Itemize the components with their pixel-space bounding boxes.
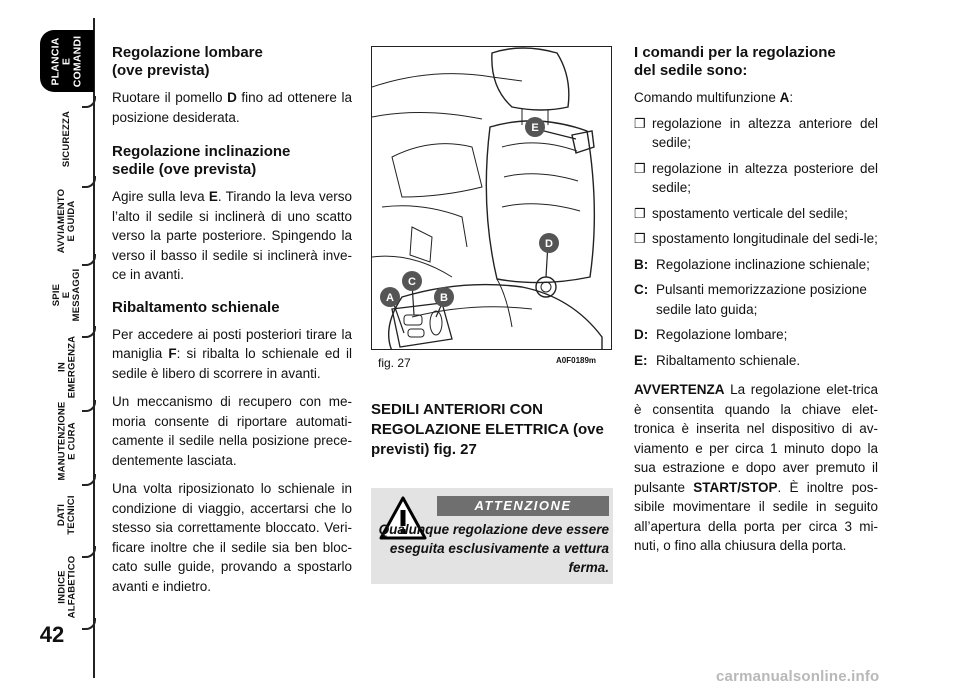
callout-b: [434, 287, 454, 307]
ribaltamento-heading: Ribaltamento schienale: [112, 298, 280, 316]
checkbox-bullet-icon: ❒: [634, 205, 646, 221]
comandi-heading: I comandi per la regolazione del sedile sono:: [634, 44, 836, 79]
checkbox-bullet-icon: ❒: [634, 231, 646, 246]
svg-text:D: D: [545, 238, 553, 250]
svg-text:C: C: [408, 276, 416, 288]
tab-manutenzione-e-cura[interactable]: MANUTENZIONE E CURA: [56, 401, 77, 481]
lombare-text: Ruotare il pomello D fino ad ottenere la posizione desiderata.: [112, 90, 352, 125]
callout-a: [380, 287, 400, 307]
checkbox-bullet-icon: ❒: [634, 115, 646, 131]
tab-spie-e-messaggi[interactable]: SPIE E MESSAGGI: [51, 268, 82, 322]
section-title-electric-seats: SEDILI ANTERIORI CON REGOLAZIONE ELETTRICA (ove previsti) fig. 27: [371, 401, 604, 458]
checkbox-bullet-icon: ❒: [634, 160, 646, 176]
list-item: ❒ spostamento longitudinale del sedi-le;: [634, 229, 878, 249]
callout-d: [539, 233, 559, 253]
seat-figure: [371, 46, 612, 350]
inclinazione-heading: Regolazione inclinazione sedile (ove prevista): [112, 143, 291, 178]
tab-in-emergenza[interactable]: IN EMERGENZA: [56, 335, 77, 399]
ribaltamento-text: Per accedere ai posti posteriori tirare la maniglia F: si ribalta lo schienale ed il sedile è libero di scorrere in avanti.: [112, 326, 352, 381]
column-left: [112, 44, 352, 605]
list-item: C: Pulsanti memorizzazione posizione sedile lato guida;: [634, 282, 867, 317]
list-item: B: Regolazione inclinazione schienale;: [634, 256, 870, 272]
list-item: ❒ spostamento verticale del sedile;: [634, 204, 878, 224]
figure-code: A0F0189m: [556, 356, 597, 365]
tab-indice-alfabetico[interactable]: INDICE ALFABETICO: [56, 555, 78, 619]
page-number: 42: [39, 622, 65, 647]
list-item: ❒ regolazione in altezza posteriore del sedile;: [634, 159, 878, 198]
figure-caption: fig. 27: [378, 356, 411, 370]
tab-avviamento-e-guida[interactable]: AVVIAMENTO E GUIDA: [56, 188, 77, 254]
memoria-text: Un meccanismo di recupero con me-moria consente di riportare automati-camente il sedile nella posizione prece-dentemente lasciata.: [112, 394, 352, 468]
warning-heading: ATTENZIONE: [437, 496, 609, 516]
list-item: E: Ribaltamento schienale.: [634, 352, 801, 368]
svg-text:A: A: [386, 292, 394, 304]
watermark: carmanualsonline.info: [716, 668, 880, 685]
tab-plancia-e-comandi[interactable]: PLANCIA E COMANDI: [40, 30, 94, 92]
callout-c: [402, 271, 422, 291]
lombare-heading: Regolazione lombare (ove prevista): [112, 44, 263, 79]
callout-e: [525, 117, 545, 137]
tab-sicurezza[interactable]: SICUREZZA: [61, 110, 73, 168]
svg-text:E: E: [531, 122, 539, 134]
tab-dati-tecnici[interactable]: DATI TECNICI: [56, 495, 77, 535]
list-item: D: Regolazione lombare;: [634, 327, 788, 342]
seat-illustration: [372, 47, 612, 350]
warning-text: Qualunque regolazione deve essere eseguita esclusivamente a vettura ferma.: [378, 522, 609, 575]
column-right: [634, 44, 878, 565]
list-item: ❒ regolazione in altezza anteriore del sedile;: [634, 114, 878, 153]
avvertenza-text: AVVERTENZA La regolazione elet-trica è consentita quando la chiave elet-tronica è inserita nel dispositivo di av-viamento e per circa 1 minuto dopo la sua estrazione e dopo aver premuto il pulsante START/STOP. È inoltre pos-sibile movimentare il sedile in seguito all’apertura della porta per circa 3 mi-nuti, o fino alla chiusura della porta.: [634, 382, 878, 553]
svg-text:B: B: [440, 292, 448, 304]
riposizionamento-text: Una volta riposizionato lo schienale in condizione di viaggio, accertarsi che lo stesso sia correttamente bloccato. Veri-ficare inoltre che il sedile sia ben bloc-cato sulle guide, provando a spostarlo avanti e indietro.: [112, 481, 352, 594]
comandi-intro: Comando multifunzione A:: [634, 90, 794, 105]
inclinazione-text: Agire sulla leva E. Tirando la leva verso l’alto il sedile si inclinerà di uno scatto verso la parte posteriore. Spingendo la verso il basso il sedile si inclinerà inve-ce in avanti.: [112, 189, 352, 282]
warning-box: [371, 488, 613, 584]
sidebar-nav: [0, 0, 100, 692]
